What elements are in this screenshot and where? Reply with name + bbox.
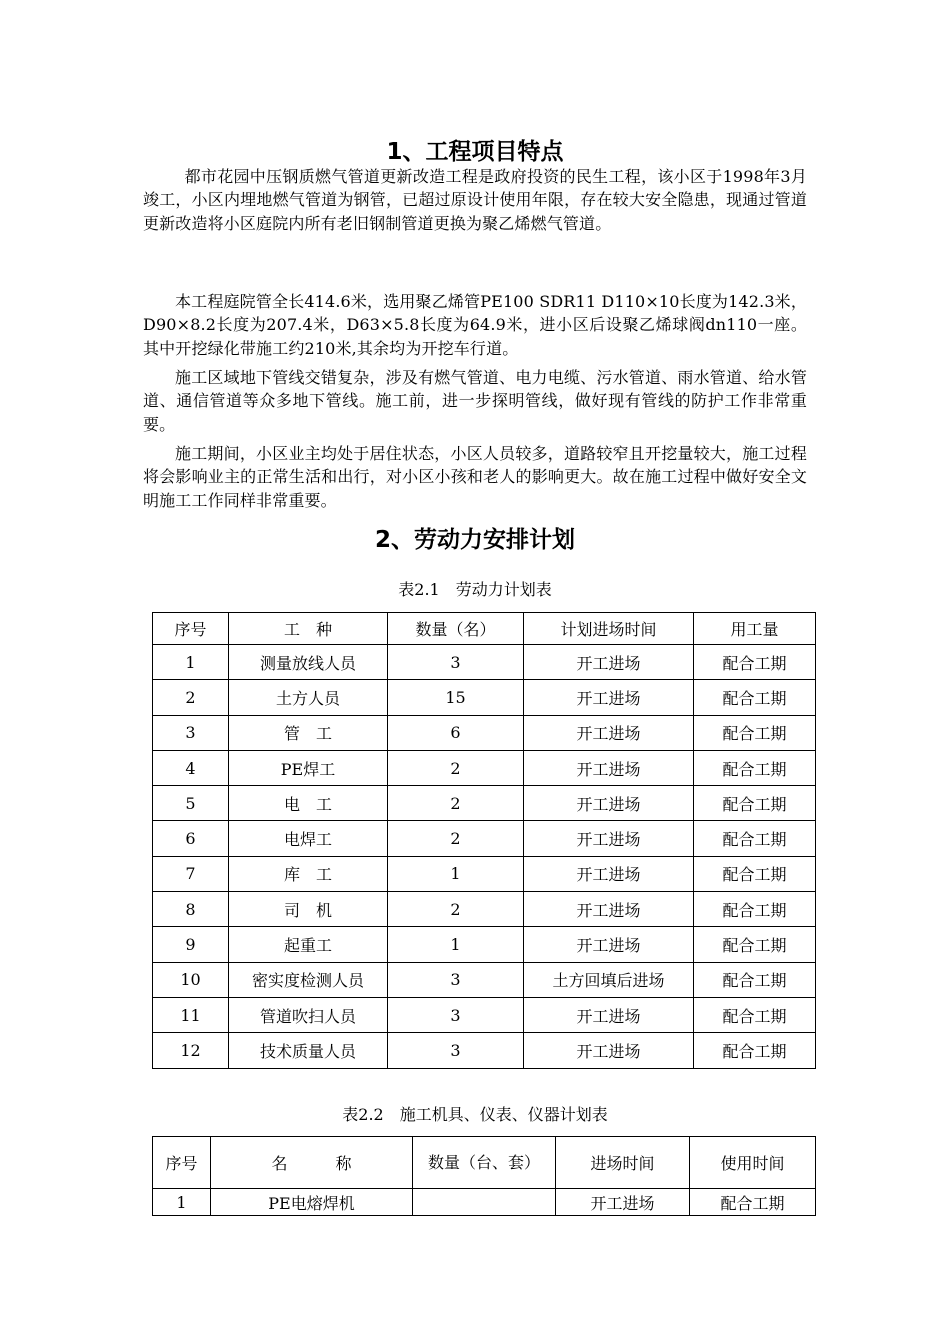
- table-cell: 电 工: [229, 786, 388, 821]
- header-cell: 数量（名）: [388, 613, 524, 645]
- table-cell: 2: [388, 786, 524, 821]
- table-cell: 2: [388, 750, 524, 785]
- table-cell: [413, 1189, 556, 1216]
- table-cell: 配合工期: [694, 892, 816, 927]
- table-cell: 配合工期: [694, 1033, 816, 1068]
- header-cell: 名 称: [211, 1137, 413, 1189]
- equipment-plan-body: [153, 1189, 816, 1216]
- table-cell: 开工进场: [524, 645, 694, 680]
- header-cell: 计划进场时间: [524, 613, 694, 645]
- table-row: [153, 821, 816, 856]
- section-1-title: 1、工程项目特点: [386, 139, 564, 165]
- labor-plan-body: [153, 645, 816, 1069]
- section-1-paragraph-1: 都市花园中压钢质燃气管道更新改造工程是政府投资的民生工程，该小区于1998年3月竣工，小区内埋地燃气管道为钢管，已超过原设计使用年限，存在较大安全隐患，现通过管道更新改造将小区庭院内所有老旧钢制管道更换为聚乙烯燃气管道。: [143, 167, 807, 233]
- table-cell: 司 机: [229, 892, 388, 927]
- table-header-row: [153, 1137, 816, 1189]
- table-cell: 土方回填后进场: [524, 962, 694, 997]
- table-cell: 开工进场: [524, 1033, 694, 1068]
- table-cell: 技术质量人员: [229, 1033, 388, 1068]
- table-cell: 1: [388, 927, 524, 962]
- table-cell: 6: [153, 821, 229, 856]
- table-cell: 管道吹扫人员: [229, 997, 388, 1032]
- section-1-paragraph-3: 施工区域地下管线交错复杂，涉及有燃气管道、电力电缆、污水管道、雨水管道、给水管道、通信管道等众多地下管线。施工前，进一步探明管线，做好现有管线的防护工作非常重要。: [143, 368, 807, 434]
- table-row: [153, 750, 816, 785]
- table-cell: 3: [388, 645, 524, 680]
- header-cell: 进场时间: [556, 1137, 690, 1189]
- table-header-row: [153, 613, 816, 645]
- table-cell: 2: [153, 680, 229, 715]
- table-cell: 起重工: [229, 927, 388, 962]
- table-2-caption: 表2.2 施工机具、仪表、仪器计划表: [342, 1105, 608, 1124]
- table-row: [153, 645, 816, 680]
- table-1-caption: 表2.1 劳动力计划表: [398, 580, 552, 599]
- table-cell: 3: [388, 962, 524, 997]
- section-1-paragraph-2: 本工程庭院管全长414.6米，选用聚乙烯管PE100 SDR11 D110×10长度为142.3米，D90×8.2长度为207.4米，D63×5.8长度为64.9米，进小区后设聚乙烯球阀dn110一座。 其中开挖绿化带施工约210米,其余均为开挖车行道。: [143, 292, 807, 358]
- table-cell: 2: [388, 892, 524, 927]
- table-row: [153, 1033, 816, 1068]
- table-cell: 密实度检测人员: [229, 962, 388, 997]
- table-cell: 7: [153, 856, 229, 891]
- table-cell: 8: [153, 892, 229, 927]
- table-cell: 配合工期: [694, 821, 816, 856]
- table-cell: 土方人员: [229, 680, 388, 715]
- table-cell: 配合工期: [694, 786, 816, 821]
- table-row: [153, 856, 816, 891]
- table-cell: 配合工期: [694, 997, 816, 1032]
- header-cell: 使用时间: [690, 1137, 816, 1189]
- table-cell: 配合工期: [694, 962, 816, 997]
- table-cell: 2: [388, 821, 524, 856]
- table-cell: 开工进场: [524, 856, 694, 891]
- table-cell: 1: [153, 645, 229, 680]
- header-cell: 序号: [153, 1137, 211, 1189]
- table-cell: 4: [153, 750, 229, 785]
- table-cell: 5: [153, 786, 229, 821]
- table-cell: 开工进场: [524, 997, 694, 1032]
- table-cell: 开工进场: [524, 680, 694, 715]
- header-cell: 工 种: [229, 613, 388, 645]
- table-cell: 管 工: [229, 715, 388, 750]
- table-cell: 配合工期: [690, 1189, 816, 1216]
- table-cell: 10: [153, 962, 229, 997]
- table-row: [153, 997, 816, 1032]
- table-cell: 配合工期: [694, 645, 816, 680]
- table-cell: 开工进场: [524, 715, 694, 750]
- table-cell: 配合工期: [694, 680, 816, 715]
- table-cell: 3: [153, 715, 229, 750]
- table-cell: 3: [388, 1033, 524, 1068]
- table-cell: 1: [388, 856, 524, 891]
- table-row: [153, 962, 816, 997]
- table-row: [153, 1189, 816, 1216]
- table-row: [153, 892, 816, 927]
- table-row: [153, 786, 816, 821]
- table-cell: 配合工期: [694, 715, 816, 750]
- section-1-paragraph-4: 施工期间，小区业主均处于居住状态，小区人员较多，道路较窄且开挖量较大，施工过程将会影响业主的正常生活和出行，对小区小孩和老人的影响更大。故在施工过程中做好安全文明施工工作同样非常重要。: [143, 444, 807, 510]
- table-cell: 配合工期: [694, 750, 816, 785]
- table-cell: 开工进场: [524, 927, 694, 962]
- labor-plan-table: [152, 612, 816, 1069]
- table-cell: 开工进场: [524, 786, 694, 821]
- header-cell: 用工量: [694, 613, 816, 645]
- table-cell: 电焊工: [229, 821, 388, 856]
- table-cell: PE电熔焊机: [211, 1189, 413, 1216]
- table-cell: 11: [153, 997, 229, 1032]
- table-cell: 库 工: [229, 856, 388, 891]
- table-cell: 开工进场: [524, 821, 694, 856]
- table-cell: 测量放线人员: [229, 645, 388, 680]
- section-2-title: 2、劳动力安排计划: [374, 527, 575, 553]
- table-cell: PE焊工: [229, 750, 388, 785]
- table-cell: 开工进场: [524, 892, 694, 927]
- header-cell: 序号: [153, 613, 229, 645]
- table-cell: 配合工期: [694, 856, 816, 891]
- table-row: [153, 680, 816, 715]
- table-cell: 9: [153, 927, 229, 962]
- table-row: [153, 927, 816, 962]
- equipment-plan-table: [152, 1136, 816, 1216]
- table-cell: 6: [388, 715, 524, 750]
- table-row: [153, 715, 816, 750]
- table-cell: 12: [153, 1033, 229, 1068]
- table-cell: 3: [388, 997, 524, 1032]
- table-cell: 开工进场: [524, 750, 694, 785]
- table-cell: 1: [153, 1189, 211, 1216]
- table-cell: 15: [388, 680, 524, 715]
- table-cell: 开工进场: [556, 1189, 690, 1216]
- header-cell: 数量（台、套）: [413, 1137, 556, 1189]
- table-cell: 配合工期: [694, 927, 816, 962]
